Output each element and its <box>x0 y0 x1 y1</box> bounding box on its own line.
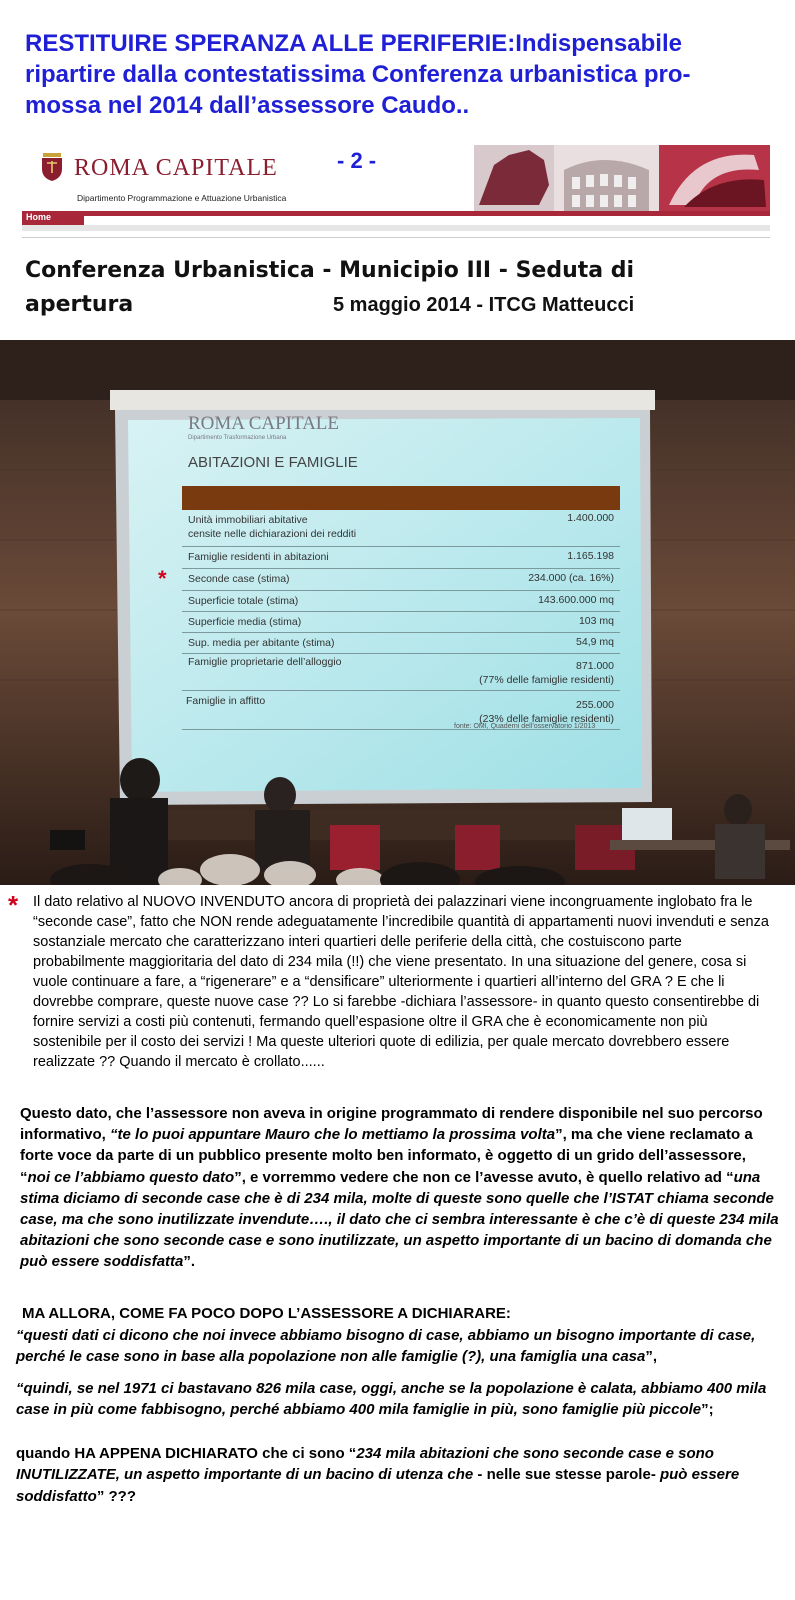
note-paragraph: Il dato relativo al NUOVO INVENDUTO ancora di proprietà dei palazzinari viene incongruamente inglobato fra le “seconde case”, fatto che NON rende adeguatamente l’incredibile quantità di appartamenti nuovi invenduti e senza sostanziale mercato che caratterizzano interi quartieri delle periferie della città, che costuiscono parte probabilmente maggioritaria del dato di 234 mila (!!) che viene presentato. In una situazione del genere, cosa si vuole continuare a fare, a “rigenerare” e a “densificare” ulteriormente i quartieri all’interno del GRA ? E che li dovrebbe comprare, queste nuove case ?? Lo si farebbe -dichiara l’assessore- in quanto questo consentirebbe di fornire servizi a costi più contenuti, fermando quell’espasione oltre il GRA che è economicamente non più sostenibile per il costo dei servizi ! Ma queste ulteriori quote di edilizia, per quale mercato dovrebbero essere realizzate ?? Quando il mercato è crollato...... <box>33 894 769 1070</box>
slide-logo-sub: Dipartimento Trasformazione Urbana <box>188 435 287 441</box>
closing-heading-text: MA ALLORA, COME FA POCO DOPO L’ASSESSORE A DICHIARARE: <box>22 1305 511 1322</box>
closing-heading <box>16 1303 786 1325</box>
slide-row-value: 1.400.000 <box>567 512 614 524</box>
closing-quote-2 <box>16 1378 786 1421</box>
department-name: Dipartimento Programmazione e Attuazione Urbanistica <box>77 193 287 203</box>
slide-logo: ROMA CAPITALE <box>188 413 340 434</box>
quote-italic-1: “te lo puoi appuntare Mauro che lo mettiamo la prossima volta <box>110 1126 556 1144</box>
slide-row-label: Famiglie residenti in abitazioni <box>188 551 329 563</box>
title-line-1: RESTITUIRE SPERANZA ALLE PERIFERIE:Indispensabile <box>25 30 682 57</box>
closing-final-3: - nelle sue stesse parole- <box>473 1466 660 1483</box>
quote-text-4: ”. <box>183 1253 196 1271</box>
slide-row <box>182 510 620 547</box>
closing-final-4: può essere soddisfatto <box>16 1466 740 1505</box>
closing-quote-1 <box>16 1325 786 1368</box>
article-title <box>25 28 785 121</box>
quote-italic-2: noi ce l’abbiamo questo dato <box>27 1168 235 1186</box>
conference-title-line-2: apertura <box>25 292 134 317</box>
conference-title-line-1: Conferenza Urbanistica - Municipio III - Seduta di <box>25 258 635 283</box>
slide-row-label: Seconde case (stima) <box>188 573 290 585</box>
slide-row-value: 234.000 (ca. 16%) <box>528 572 614 584</box>
slide-row <box>182 547 620 569</box>
slide-asterisk: * <box>158 566 167 591</box>
closing-final-1: quando HA APPENA DICHIARATO che ci sono “ <box>16 1444 357 1462</box>
slide-row-label: Famiglie proprietarie dell’alloggio <box>188 656 342 668</box>
quote-italic-3: una stima diciamo di seconde case che è di 234 mila, molte di queste sono quelle che l’ISTAT chiama seconde case, ma che sono inutilizzate invendute…., il dato che ci sembra interessante è che c’è di queste 234 mila abitazioni che sono seconde case e sono inutilizzate, un aspetto importante di un bacino di domanda che può essere soddisfatta <box>20 1168 779 1271</box>
slide-heading: ABITAZIONI E FAMIGLIE <box>188 454 358 471</box>
slide-row <box>182 569 620 591</box>
quote-text-2: ”, ma che viene reclamato a forte voce da parte di un pubblico presente molto ben informato, è oggetto di un grido dell’assessore, “ <box>20 1126 753 1186</box>
banner-red-line <box>22 211 770 216</box>
closing-section <box>16 1303 786 1507</box>
closing-quote-1-end: ”, <box>645 1348 658 1365</box>
page-number: - 2 - <box>337 148 377 173</box>
slide-row-label: Superficie totale (stima) <box>188 595 299 607</box>
projected-slide <box>0 340 795 885</box>
note-asterisk: * <box>8 890 19 920</box>
quote-paragraph <box>20 1103 780 1273</box>
slide-row <box>182 633 620 654</box>
slide-row-label: Sup. media per abitante (stima) <box>188 637 335 649</box>
roma-shield-icon <box>40 153 64 181</box>
slide-row-value-2: (23% delle famiglie residenti) <box>479 713 614 725</box>
closing-final-2: 234 mila abitazioni che sono seconde case e sono INUTILIZZATE, un aspetto importante di un bacino di utenza che <box>16 1444 714 1483</box>
banner-monuments-image <box>454 145 770 211</box>
slide-row-value: 103 mq <box>578 615 614 627</box>
quote-text-1: Questo dato, che l’assessore non aveva in origine programmato di rendere disponibile nel suo percorso informativo, <box>20 1105 763 1144</box>
slide-row-label-2: censite nelle dichiarazioni dei redditi <box>188 528 357 540</box>
slide-table <box>182 510 620 730</box>
quote-text-3: ”, e vorremmo vedere che non ce l’avesse avuto, è quello relativo ad “ <box>234 1168 734 1186</box>
conference-photo <box>0 340 795 885</box>
closing-quote-1-text: “questi dati ci dicono che noi invece abbiamo bisogno di case, abbiamo un bisogno importante di case, perché le case sono in base alla popolazione non alle famiglie (?), una famiglia una casa <box>16 1326 756 1365</box>
title-line-3: mossa nel 2014 dall’assessore Caudo.. <box>25 92 470 119</box>
closing-quote-2-end: ”; <box>701 1401 714 1418</box>
closing-final-5: ” ??? <box>96 1487 136 1505</box>
title-line-2: ripartire dalla contestatissima Conferenza urbanistica pro- <box>25 61 691 88</box>
slide-source: fonte: OMI, Quaderni dell’osservatorio 1/2013 <box>454 723 596 730</box>
roma-capitale-banner <box>22 145 770 238</box>
slide-row-value: 54,9 mq <box>576 636 614 648</box>
slide-row-label: Unità immobiliari abitative <box>188 514 308 526</box>
closing-quote-2-text: “quindi, se nel 1971 ci bastavano 826 mila case, oggi, anche se la popolazione è calata, abbiamo 400 mila case in più come fabbisogno, perché abbiamo 400 mila famiglie in più, sono famiglie più piccole <box>16 1379 767 1418</box>
slide-row <box>182 612 620 633</box>
slide-row <box>182 654 620 691</box>
slide-row-value-2: (77% delle famiglie residenti) <box>479 674 614 686</box>
slide-row-value: 255.000 <box>576 699 614 711</box>
banner-gray-band <box>22 225 770 231</box>
slide-row-label: Famiglie in affitto <box>186 695 266 707</box>
slide-row-label: Superficie media (stima) <box>188 616 302 628</box>
slide-row <box>182 591 620 612</box>
roma-capitale-logo: ROMA CAPITALE <box>74 155 278 181</box>
home-tab: Home <box>22 211 84 225</box>
slide-row-value: 1.165.198 <box>567 550 614 562</box>
slide-row-value: 871.000 <box>576 660 614 672</box>
closing-final <box>16 1443 786 1508</box>
slide-row-value: 143.600.000 mq <box>538 594 614 606</box>
conference-date: 5 maggio 2014 - ITCG Matteucci <box>333 294 635 316</box>
